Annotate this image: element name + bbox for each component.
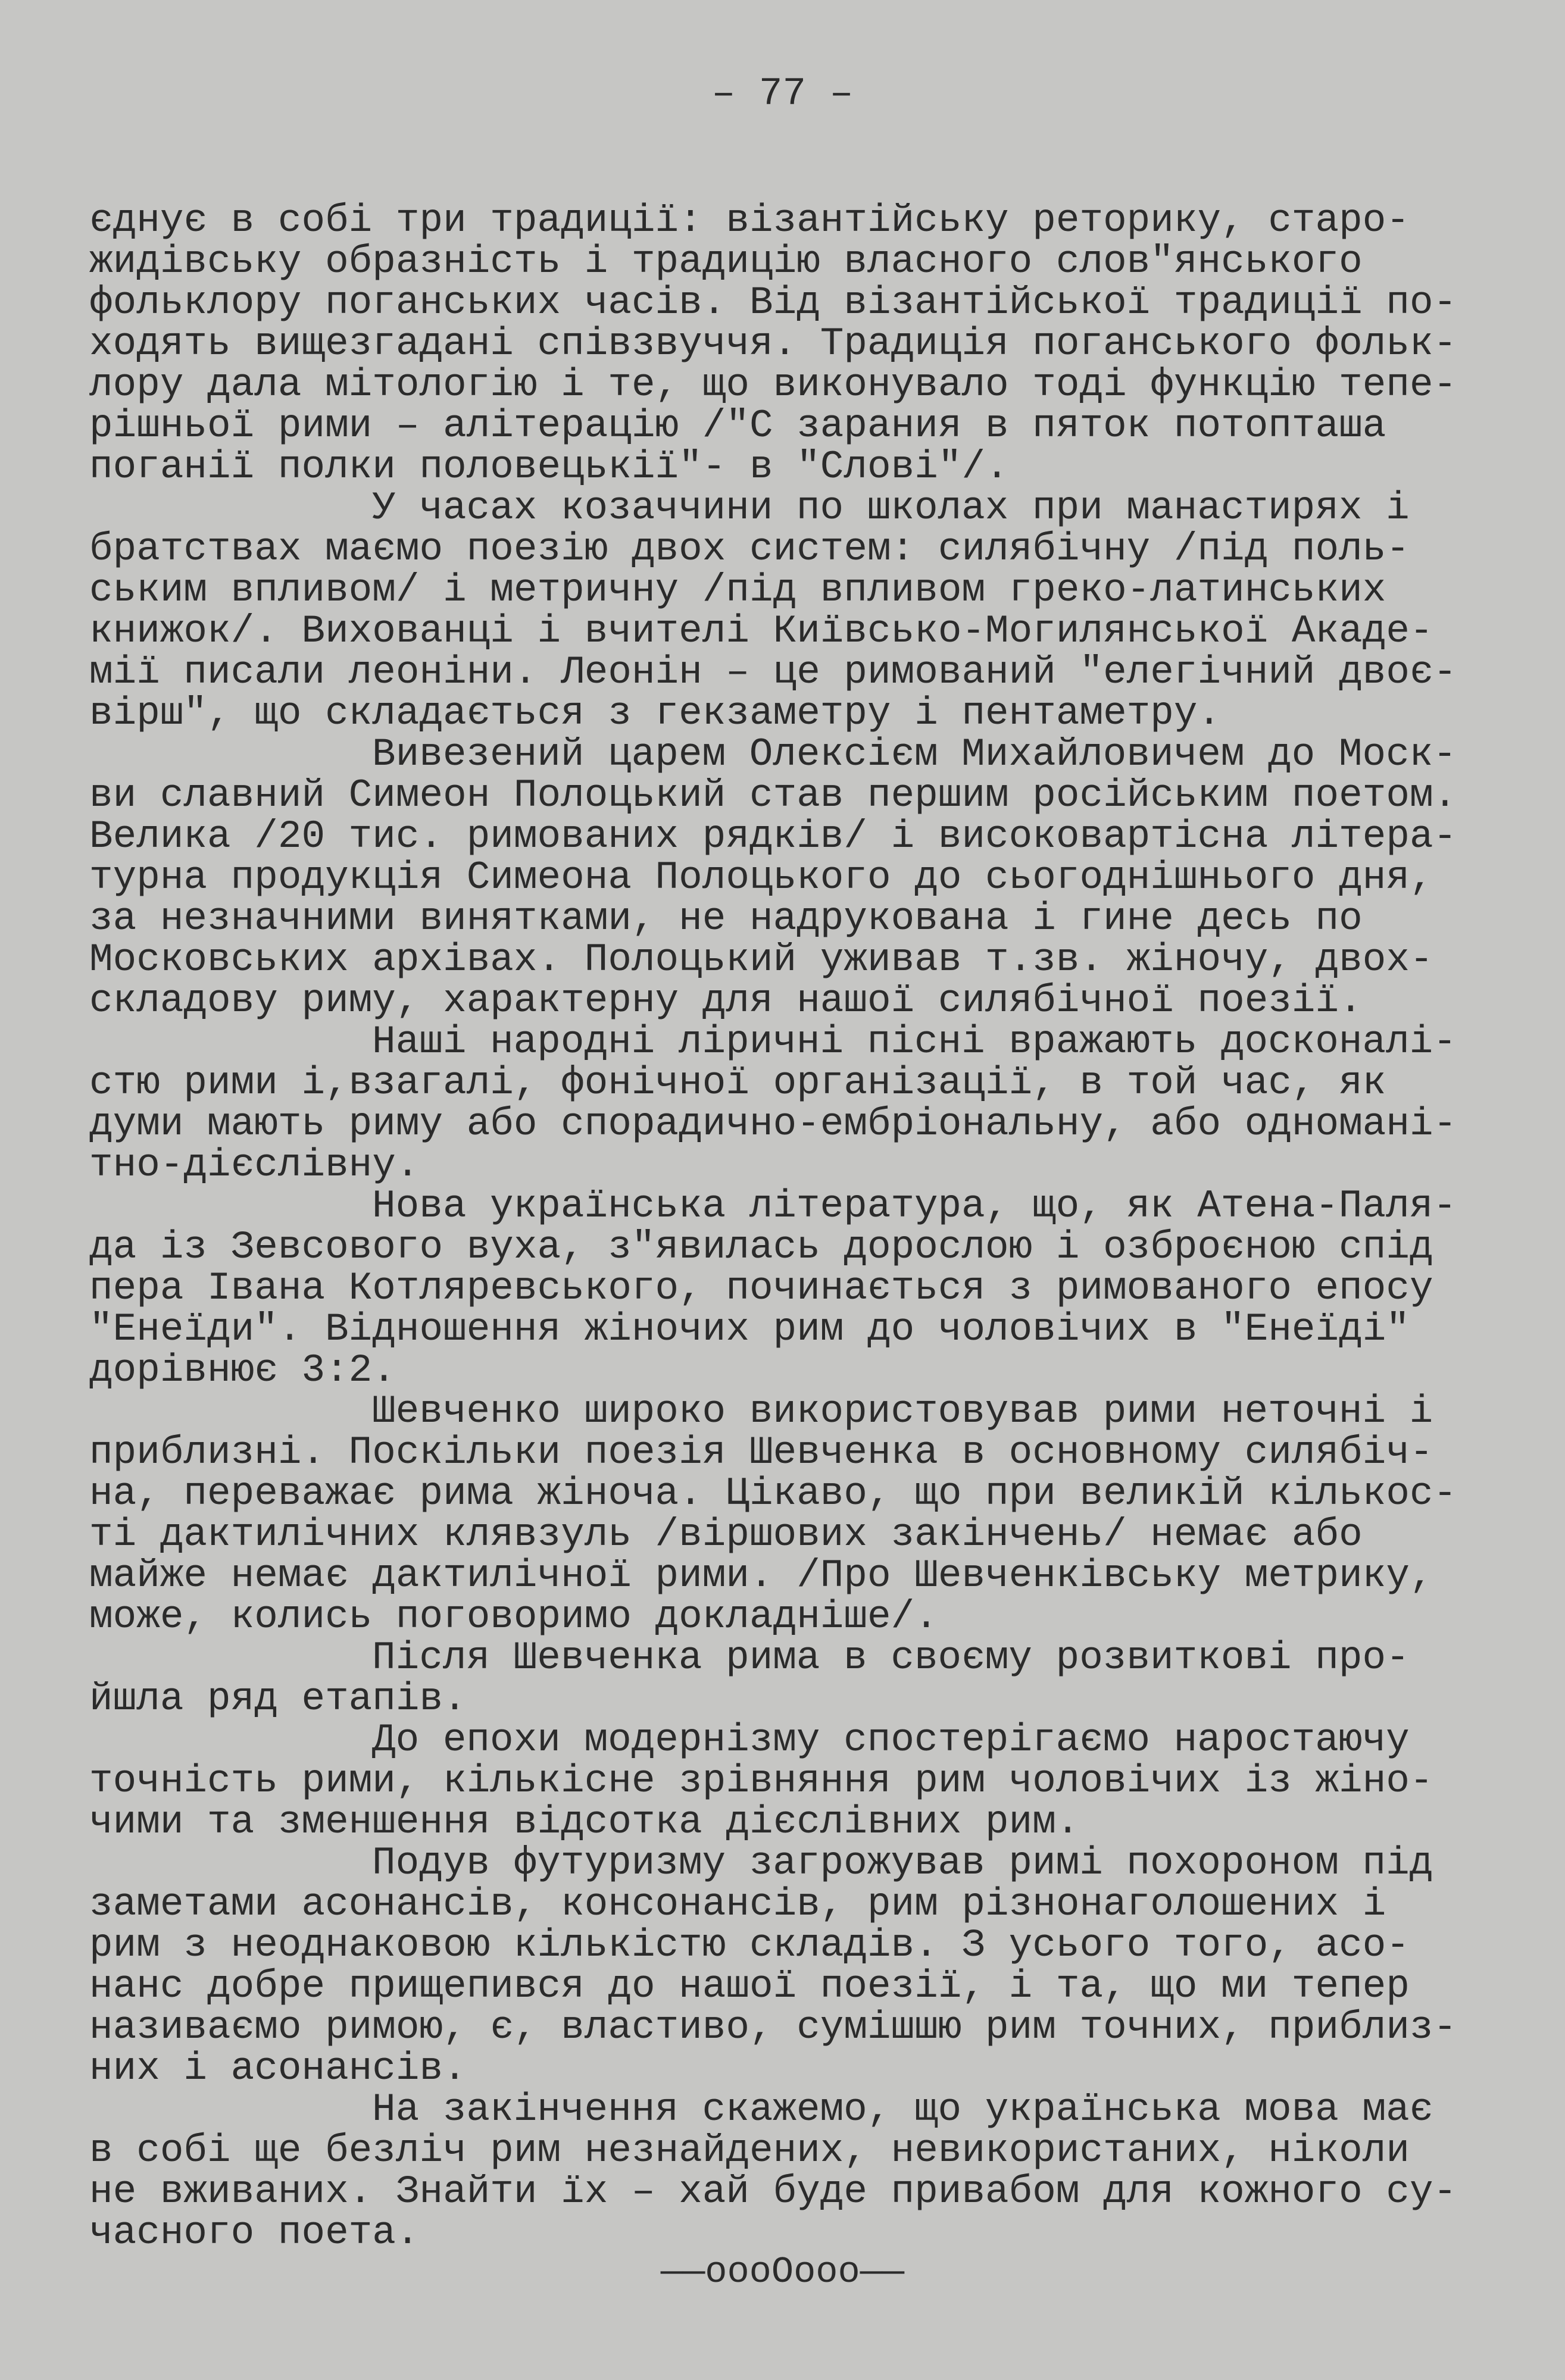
text-line: "Енеїди". Відношення жіночих рим до чоловічих в "Енеїді" [89,1307,1410,1352]
text-line: братствах маємо поезію двох систем: силябічну /під поль- [89,527,1410,571]
text-line: називаємо римою, є, властиво, сумішшю рим точних, приблиз- [89,2005,1457,2050]
paragraph-first-line: У часах козаччини по школах при манастирях і [372,486,1410,530]
text-line: Московських архівах. Полоцький уживав т.зв. жіночу, двох- [89,937,1433,982]
text-line: за незначними винятками, не надрукована і гине десь по [89,896,1363,941]
text-line: приблизні. Поскільки поезія Шевченка в основному силябіч- [89,1430,1433,1475]
end-ornament: ——oooOooo—— [660,2251,905,2293]
text-line: Велика /20 тис. римованих рядків/ і високовартісна літера- [89,814,1457,859]
paragraph-first-line: Шевченко широко використовував рими неточні і [372,1389,1433,1434]
text-line: рим з неоднаковою кількістю складів. З усього того, асо- [89,1923,1410,1968]
text-line: в собі ще безліч рим незнайдених, невикористаних, ніколи [89,2128,1410,2173]
text-line: турна продукція Симеона Полоцького до сьогоднішнього дня, [89,855,1433,900]
document-body [89,200,1530,2253]
text-line: часного поета. [89,2210,420,2255]
text-line: не вживаних. Знайти їх – хай буде привабом для кожного су- [89,2169,1457,2214]
text-line: жидівську образність і традицію власного слов"янського [89,239,1363,284]
paragraph-first-line: До епохи модернізму спостерігаємо наростаючу [372,1718,1410,1762]
text-line: да із Зевсового вуха, з"явилась дорослою і озброєною спід [89,1225,1433,1269]
text-line: них і асонансів. [89,2046,467,2091]
text-line: фольклору поганських часів. Від візантійської традиції по- [89,280,1457,325]
text-line: дорівнює 3:2. [89,1348,396,1393]
paragraph-first-line: Подув футуризму загрожував римі похороном під [372,1841,1433,1885]
text-line: заметами асонансів, консонансів, рим різнонаголошених і [89,1882,1386,1926]
text-line: пера Івана Котляревського, починається з римованого епосу [89,1266,1433,1311]
text-line: лору дала мітологію і те, що виконувало тоді функцію тепе- [89,362,1457,407]
text-line: стю рими і,взагалі, фонічної організації, в той час, як [89,1061,1386,1105]
text-line: нанс добре прищепився до нашої поезії, і та, що ми тепер [89,1964,1410,2009]
text-line: чими та зменшення відсотка дієслівних рим. [89,1800,1080,1844]
page-number: – 77 – [711,71,854,116]
paragraph-first-line: Вивезений царем Олексієм Михайловичем до Моск- [372,732,1457,777]
text-line: думи мають риму або спорадично-ембріональну, або одномані- [89,1102,1457,1146]
text-line: тно-дієслівну. [89,1143,420,1187]
text-line: ті дактилічних клявзуль /віршових закінчень/ немає або [89,1512,1363,1557]
text-line: майже немає дактилічної рими. /Про Шевченківську метрику, [89,1553,1433,1598]
paragraph-first-line: Нова українська література, що, як Атена-Паля- [372,1184,1457,1228]
text-line: ходять вищезгадані співзвуччя. Традиція поганського фольк- [89,321,1457,366]
paragraph-first-line: На закінчення скажемо, що українська мова має [372,2087,1433,2132]
text-line: вірш", що складається з гекзаметру і пентаметру. [89,691,1222,736]
text-line: на, переважає рима жіноча. Цікаво, що при великій кількос- [89,1471,1457,1516]
text-line: поганії полки половецькії"- в "Слові"/. [89,445,1009,489]
text-line: мії писали леоніни. Леонін – це римований "елегічний двоє- [89,650,1457,695]
text-line: рішньої рими – алітерацію /"С зарания в пяток потопташа [89,404,1386,448]
text-line: йшла ряд етапів. [89,1677,467,1721]
text-line: може, колись поговоримо докладніше/. [89,1594,938,1639]
paragraph-first-line: Наші народні ліричні пісні вражають досконалі- [372,1019,1457,1064]
text-line: ви славний Симеон Полоцький став першим російським поетом. [89,773,1457,818]
text-line: складову риму, характерну для нашої силябічної поезії. [89,978,1363,1023]
paragraph-first-line: Після Шевченка рима в своєму розвиткові про- [372,1635,1410,1680]
text-line: єднує в собі три традиції: візантійську реторику, старо- [89,198,1410,243]
text-line: точність рими, кількісне зрівняння рим чоловічих із жіно- [89,1759,1433,1803]
text-line: книжок/. Вихованці і вчителі Київсько-Могилянської Акаде- [89,609,1433,653]
text-line: ським впливом/ і метричну /під впливом греко-латинських [89,568,1386,612]
